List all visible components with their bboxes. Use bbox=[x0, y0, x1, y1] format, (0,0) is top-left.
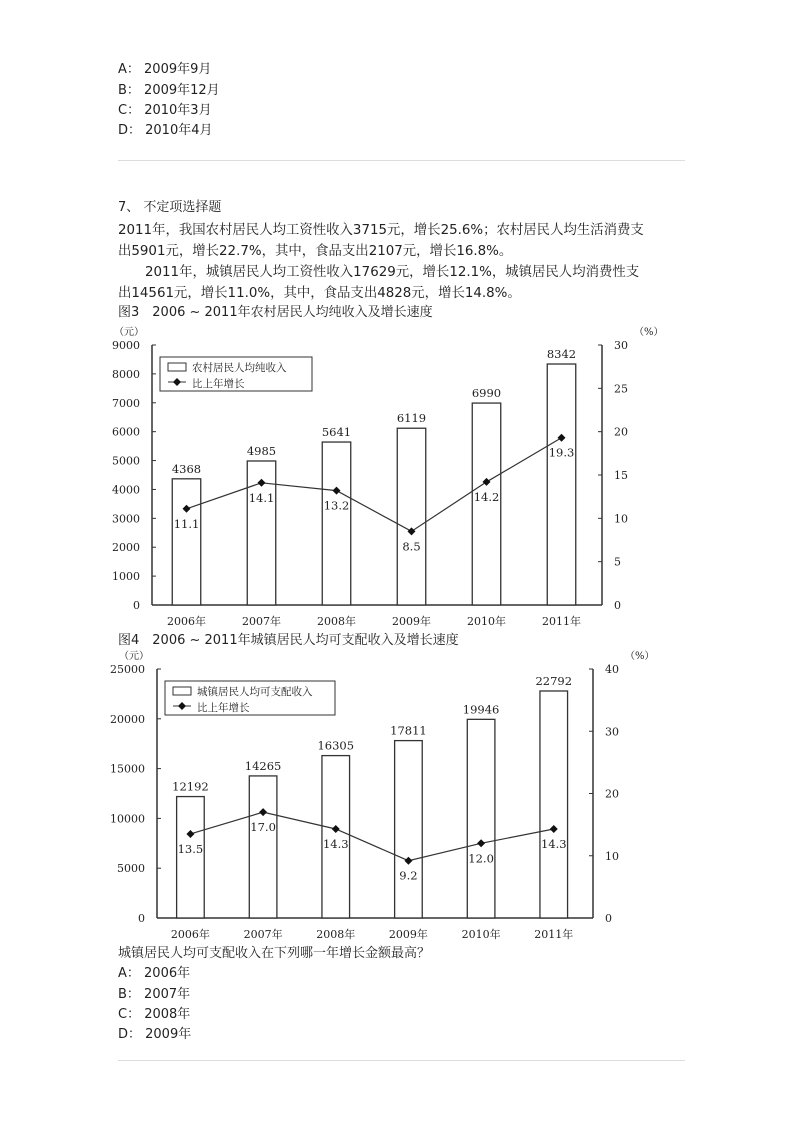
y-tick-label: 5000 bbox=[112, 454, 140, 468]
bar-value-label: 4368 bbox=[171, 461, 202, 476]
y2-tick-label: 20 bbox=[614, 425, 628, 439]
legend-bar-swatch bbox=[168, 363, 186, 371]
y-tick-label: 9000 bbox=[112, 339, 140, 352]
x-tick-label: 2008年 bbox=[317, 615, 356, 628]
x-tick-label: 2011年 bbox=[534, 928, 574, 941]
y2-tick-label: 20 bbox=[605, 787, 619, 801]
y2-tick-label: 30 bbox=[605, 725, 619, 739]
y-axis-label: （元） bbox=[119, 651, 149, 662]
paragraph-2-line-1: 2011年，城镇居民人均工资性收入17629元，增长12.1%，城镇居民人均消费性支 bbox=[145, 265, 640, 280]
y2-tick-label: 40 bbox=[605, 663, 619, 676]
bar bbox=[547, 364, 576, 605]
growth-value-label: 14.1 bbox=[248, 490, 275, 505]
bar-value-label: 22792 bbox=[535, 673, 573, 688]
bar bbox=[540, 691, 568, 918]
x-tick-label: 2010年 bbox=[461, 928, 501, 941]
y2-tick-label: 10 bbox=[614, 512, 628, 526]
legend-bar-label: 城镇居民人均可支配收入 bbox=[197, 686, 313, 698]
legend-line-label: 比上年增长 bbox=[192, 378, 245, 390]
bar-value-label: 17811 bbox=[390, 723, 427, 738]
growth-line bbox=[187, 438, 562, 532]
option-d[interactable]: D： 2009年 bbox=[118, 1027, 192, 1042]
x-tick-label: 2006年 bbox=[170, 928, 210, 941]
option-b[interactable]: B： 2007年 bbox=[118, 987, 191, 1002]
bar bbox=[249, 776, 277, 918]
legend-bar-swatch bbox=[173, 687, 191, 695]
bar bbox=[467, 719, 495, 918]
growth-value-label: 14.3 bbox=[322, 836, 349, 851]
paragraph-2-line-2: 出14561元，增长11.0%，其中，食品支出4828元，增长14.8%。 bbox=[118, 286, 521, 301]
prev-option-d[interactable]: D： 2010年4月 bbox=[118, 123, 213, 138]
prev-option-c[interactable]: C： 2010年3月 bbox=[118, 103, 212, 118]
figure-4-title: 图4 2006 ~ 2011年城镇居民人均可支配收入及增长速度 bbox=[118, 633, 459, 648]
growth-value-label: 9.2 bbox=[399, 868, 418, 883]
bar-value-label: 6119 bbox=[396, 411, 427, 426]
paragraph-1-line-1: 2011年，我国农村居民人均工资性收入3715元，增长25.6%；农村居民人均生活消费支 bbox=[118, 223, 644, 238]
bar-value-label: 6990 bbox=[471, 386, 502, 401]
bar bbox=[395, 741, 423, 918]
question-text: 城镇居民人均可支配收入在下列哪一年增长金额最高？ bbox=[118, 946, 431, 961]
chart-rural-income bbox=[0, 315, 800, 635]
y2-tick-label: 25 bbox=[614, 382, 628, 396]
legend-bar-label: 农村居民人均纯收入 bbox=[192, 362, 287, 374]
divider bbox=[118, 1060, 685, 1061]
option-a[interactable]: A： 2006年 bbox=[118, 966, 191, 981]
growth-value-label: 12.0 bbox=[468, 851, 494, 866]
growth-value-label: 14.3 bbox=[540, 836, 567, 851]
growth-value-label: 13.2 bbox=[323, 498, 350, 513]
bar-value-label: 8342 bbox=[546, 347, 577, 362]
bar-value-label: 19946 bbox=[462, 702, 500, 717]
y-tick-label: 2000 bbox=[112, 541, 140, 555]
figure-3-title: 图3 2006 ~ 2011年农村居民人均纯收入及增长速度 bbox=[118, 305, 433, 320]
x-tick-label: 2007年 bbox=[243, 928, 283, 941]
prev-option-a[interactable]: A： 2009年9月 bbox=[118, 62, 212, 77]
bar-value-label: 5641 bbox=[321, 425, 352, 440]
growth-value-label: 11.1 bbox=[173, 516, 200, 531]
y2-tick-label: 5 bbox=[614, 555, 621, 569]
bar bbox=[172, 479, 201, 605]
growth-value-label: 19.3 bbox=[548, 445, 575, 460]
y-tick-label: 0 bbox=[133, 599, 140, 612]
growth-value-label: 8.5 bbox=[402, 539, 421, 554]
bar-value-label: 4985 bbox=[246, 443, 277, 458]
bar-value-label: 12192 bbox=[172, 779, 209, 794]
x-tick-label: 2009年 bbox=[388, 928, 428, 941]
x-tick-label: 2007年 bbox=[242, 615, 281, 628]
bar-value-label: 14265 bbox=[244, 758, 282, 773]
y-tick-label: 25000 bbox=[110, 663, 145, 676]
y2-axis-label: （%） bbox=[625, 651, 655, 662]
y-tick-label: 7000 bbox=[112, 396, 140, 410]
growth-value-label: 14.2 bbox=[473, 489, 500, 504]
y2-axis-label: （%） bbox=[634, 327, 664, 338]
bar bbox=[472, 403, 501, 605]
bar bbox=[177, 797, 205, 918]
x-tick-label: 2010年 bbox=[467, 615, 506, 628]
x-tick-label: 2006年 bbox=[167, 615, 206, 628]
y2-tick-label: 30 bbox=[614, 339, 628, 352]
option-c[interactable]: C： 2008年 bbox=[118, 1007, 191, 1022]
x-tick-label: 2011年 bbox=[542, 615, 581, 628]
y-tick-label: 15000 bbox=[110, 762, 145, 776]
y-tick-label: 20000 bbox=[110, 712, 145, 726]
y-tick-label: 8000 bbox=[112, 367, 140, 381]
y-tick-label: 1000 bbox=[112, 570, 140, 584]
x-tick-label: 2009年 bbox=[392, 615, 431, 628]
bar bbox=[322, 442, 351, 605]
question-header: 7、 不定项选择题 bbox=[118, 200, 222, 215]
growth-line bbox=[190, 812, 553, 861]
y2-tick-label: 15 bbox=[614, 469, 628, 482]
y-tick-label: 3000 bbox=[112, 512, 140, 526]
y-tick-label: 6000 bbox=[112, 425, 140, 439]
y-tick-label: 0 bbox=[138, 912, 145, 925]
y-tick-label: 4000 bbox=[112, 483, 140, 497]
chart-urban-income bbox=[0, 648, 800, 948]
y2-tick-label: 0 bbox=[605, 912, 612, 925]
growth-value-label: 13.5 bbox=[177, 841, 204, 856]
y-axis-label: （元） bbox=[114, 327, 144, 338]
growth-value-label: 17.0 bbox=[250, 820, 276, 835]
y2-tick-label: 0 bbox=[614, 599, 621, 612]
y2-tick-label: 10 bbox=[605, 849, 619, 863]
divider bbox=[118, 160, 685, 161]
prev-option-b[interactable]: B： 2009年12月 bbox=[118, 83, 220, 98]
y-tick-label: 10000 bbox=[110, 812, 145, 826]
legend-line-label: 比上年增长 bbox=[197, 702, 250, 714]
x-tick-label: 2008年 bbox=[316, 928, 356, 941]
bar-value-label: 16305 bbox=[317, 738, 355, 753]
bar bbox=[397, 428, 426, 605]
paragraph-1-line-2: 出5901元，增长22.7%，其中，食品支出2107元，增长16.8%。 bbox=[118, 244, 513, 259]
y-tick-label: 5000 bbox=[117, 862, 145, 876]
